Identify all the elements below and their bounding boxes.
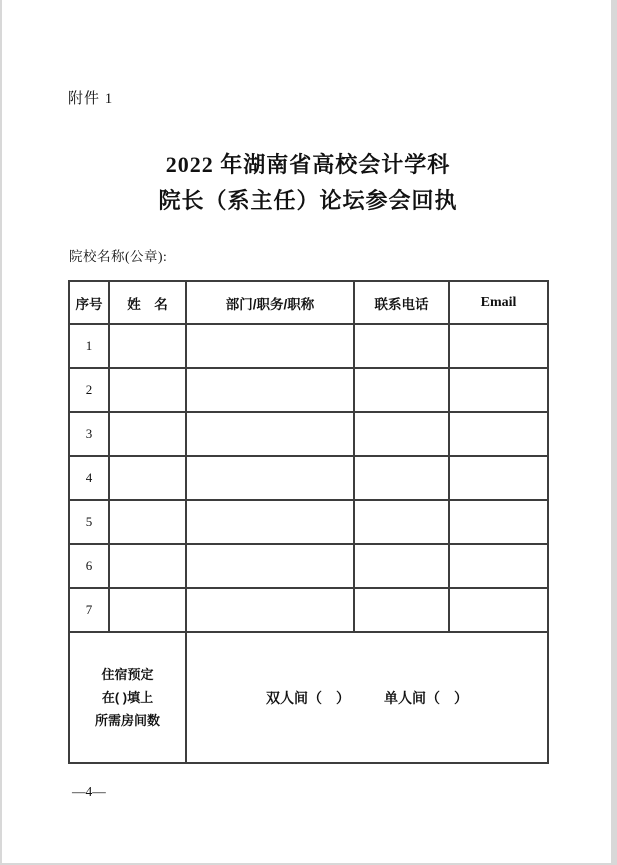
phone-cell [354,500,449,544]
table-row [69,324,548,368]
email-cell [449,368,548,412]
dept-cell [186,588,354,632]
name-cell [109,500,186,544]
dept-cell [186,456,354,500]
header-no: 序号 [69,281,109,324]
table-row [69,456,548,500]
row-number: 2 [69,368,109,412]
phone-cell [354,456,449,500]
header-email: Email [449,281,548,324]
row-number: 1 [69,324,109,368]
page-number: —4— [72,784,106,799]
attachment-label: 附件 1 [68,91,114,107]
phone-cell [354,544,449,588]
dept-cell [186,544,354,588]
email-cell [449,544,548,588]
row-number: 5 [69,500,109,544]
document-title-line2: 院长（系主任）论坛参会回执 [158,188,458,213]
accommodation-label-line2: 在( )填上 [101,690,154,705]
table-row [69,544,548,588]
row-number: 6 [69,544,109,588]
name-cell [109,324,186,368]
table-row [69,368,548,412]
single-room-option: 单人间（ ） [384,689,468,706]
name-cell [109,544,186,588]
accommodation-label-cell [69,632,186,763]
accommodation-options-cell [186,632,548,763]
phone-cell [354,412,449,456]
dept-cell [186,412,354,456]
email-cell [449,456,548,500]
accommodation-label-line3: 所需房间数 [94,713,160,728]
table-row [69,500,548,544]
phone-cell [354,324,449,368]
email-cell [449,588,548,632]
dept-cell [186,324,354,368]
row-number: 4 [69,456,109,500]
table-row [69,588,548,632]
dept-cell [186,368,354,412]
phone-cell [354,588,449,632]
table-row [69,412,548,456]
accommodation-label-line1: 住宿预定 [101,667,154,682]
email-cell [449,412,548,456]
header-phone: 联系电话 [354,281,449,324]
document-title-line1: 2022 年湖南省高校会计学科 [165,152,451,177]
header-dept-title: 部门/职务/职称 [186,281,354,324]
document-title [68,147,548,219]
receipt-table [68,280,549,764]
phone-cell [354,368,449,412]
name-cell [109,368,186,412]
document-page [2,0,611,863]
double-room-option: 双人间（ ） [266,689,350,706]
name-cell [109,412,186,456]
row-number: 3 [69,412,109,456]
accommodation-row [69,632,548,763]
row-number: 7 [69,588,109,632]
header-name: 姓 名 [109,281,186,324]
name-cell [109,456,186,500]
org-name-label: 院校名称(公章): [69,249,168,264]
email-cell [449,500,548,544]
name-cell [109,588,186,632]
dept-cell [186,500,354,544]
table-header-row [69,281,548,324]
email-cell [449,324,548,368]
